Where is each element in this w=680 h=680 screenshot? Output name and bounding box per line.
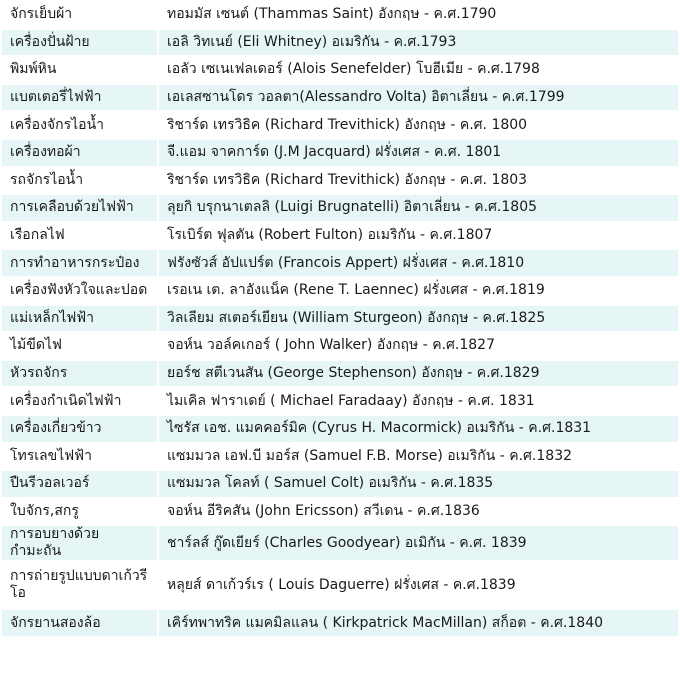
inventor-detail: เอลัว เซเนเฟลเดอร์ (Alois Senefelder) โบฮีเมีย - ค.ศ.1798 [159, 57, 678, 83]
table-row [2, 85, 678, 111]
table-row [2, 168, 678, 194]
table-row [2, 444, 678, 470]
table-row [2, 610, 678, 636]
invention-name: เครื่องทอผ้า [2, 140, 157, 166]
inventor-detail: ชาร์ลส์ กู๊ดเยียร์ (Charles Goodyear) อเมิกัน - ค.ศ. 1839 [159, 526, 678, 560]
inventor-detail: ไมเคิล ฟาราเดย์ ( Michael Faradaay) อังกฤษ - ค.ศ. 1831 [159, 388, 678, 414]
invention-name: โทรเลขไฟฟ้า [2, 444, 157, 470]
table-row [2, 250, 678, 276]
inventor-detail: ริชาร์ด เทรวิธิค (Richard Trevithick) อังกฤษ - ค.ศ. 1803 [159, 168, 678, 194]
invention-name: เครื่องปั่นฝ้าย [2, 30, 157, 56]
inventor-detail: ลุยกิ บรุกนาเตลลิ (Luigi Brugnatelli) อิตาเลี่ยน - ค.ศ.1805 [159, 195, 678, 221]
table-row [2, 223, 678, 249]
inventor-detail: เอเลสซานโดร วอลตา(Alessandro Volta) อิตาเลี่ยน - ค.ศ.1799 [159, 85, 678, 111]
inventor-detail: วิลเลียม สเตอร์เยียน (William Sturgeon) อังกฤษ - ค.ศ.1825 [159, 306, 678, 332]
invention-name: การทำอาหารกระป๋อง [2, 250, 157, 276]
inventor-detail: ริชาร์ด เทรวิธิค (Richard Trevithick) อังกฤษ - ค.ศ. 1800 [159, 112, 678, 138]
table-row [2, 333, 678, 359]
invention-name: เครื่องฟังหัวใจและปอด [2, 278, 157, 304]
table-row [2, 306, 678, 332]
invention-name: การเคลือบด้วยไฟฟ้า [2, 195, 157, 221]
inventor-detail: จอห์น วอล์คเกอร์ ( John Walker) อังกฤษ - ค.ศ.1827 [159, 333, 678, 359]
inventor-detail: เคิร์ทพาทริค แมคมิลแลน ( Kirkpatrick MacMillan) สก็อต - ค.ศ.1840 [159, 610, 678, 636]
table-row [2, 195, 678, 221]
inventor-detail: จี.แอม จาคการ์ด (J.M Jacquard) ฝรั่งเศส - ค.ศ. 1801 [159, 140, 678, 166]
invention-name: จักรเย็บผ้า [2, 2, 157, 28]
invention-name: แม่เหล็กไฟฟ้า [2, 306, 157, 332]
invention-name: จักรยานสองล้อ [2, 610, 157, 636]
invention-name: เรือกลไฟ [2, 223, 157, 249]
inventor-detail: ฟรังซัวส์ อัปแปร์ต (Francois Appert) ฝรั่งเศส - ค.ศ.1810 [159, 250, 678, 276]
invention-name: ใบจักร,สกรู [2, 499, 157, 525]
invention-name: เครื่องจักรไอน้ำ [2, 112, 157, 138]
invention-name: การอบยางด้วยกำมะถัน [2, 526, 157, 560]
table-row [2, 361, 678, 387]
table-row [2, 499, 678, 525]
invention-name: การถ่ายรูปแบบดาเก้วรีโอ [2, 562, 157, 608]
invention-name: แบตเตอรี่ไฟฟ้า [2, 85, 157, 111]
table-row [2, 388, 678, 414]
inventor-detail: เรอเน เต. ลาอังแน็ค (Rene T. Laennec) ฝรั่งเศส - ค.ศ.1819 [159, 278, 678, 304]
invention-name: พิมพ์หิน [2, 57, 157, 83]
table-row [2, 112, 678, 138]
inventor-detail: เอลิ วิทเนย์ (Eli Whitney) อเมริกัน - ค.ศ.1793 [159, 30, 678, 56]
inventor-detail: ทอมมัส เซนต์ (Thammas Saint) อังกฤษ - ค.ศ.1790 [159, 2, 678, 28]
table-row [2, 278, 678, 304]
table-row [2, 471, 678, 497]
inventor-detail: ไซรัส เอช. แมคคอร์มิค (Cyrus H. Macormick) อเมริกัน - ค.ศ.1831 [159, 416, 678, 442]
inventor-detail: หลุยส์ ดาเก้วร์เร ( Louis Daguerre) ฝรั่งเศส - ค.ศ.1839 [159, 562, 678, 608]
invention-name: ปืนรีวอลเวอร์ [2, 471, 157, 497]
table-row [2, 562, 678, 608]
table-row [2, 30, 678, 56]
inventor-detail: จอห์น อีริคสัน (John Ericsson) สวีเดน - ค.ศ.1836 [159, 499, 678, 525]
inventor-detail: แซมมวล โคลท์ ( Samuel Colt) อเมริกัน - ค.ศ.1835 [159, 471, 678, 497]
table-row [2, 526, 678, 560]
invention-name: ไม้ขีดไฟ [2, 333, 157, 359]
inventor-detail: ยอร์ช สตีเวนสัน (George Stephenson) อังกฤษ - ค.ศ.1829 [159, 361, 678, 387]
table-row [2, 57, 678, 83]
invention-name: เครื่องกำเนิดไฟฟ้า [2, 388, 157, 414]
table-row [2, 416, 678, 442]
invention-name: รถจักรไอน้ำ [2, 168, 157, 194]
invention-name: หัวรถจักร [2, 361, 157, 387]
table-row [2, 2, 678, 28]
invention-name: เครื่องเกี่ยวข้าว [2, 416, 157, 442]
inventor-detail: แซมมวล เอฟ.บี มอร์ส (Samuel F.B. Morse) อเมริกัน - ค.ศ.1832 [159, 444, 678, 470]
table-row [2, 140, 678, 166]
inventor-detail: โรเบิร์ต ฟุลตัน (Robert Fulton) อเมริกัน - ค.ศ.1807 [159, 223, 678, 249]
